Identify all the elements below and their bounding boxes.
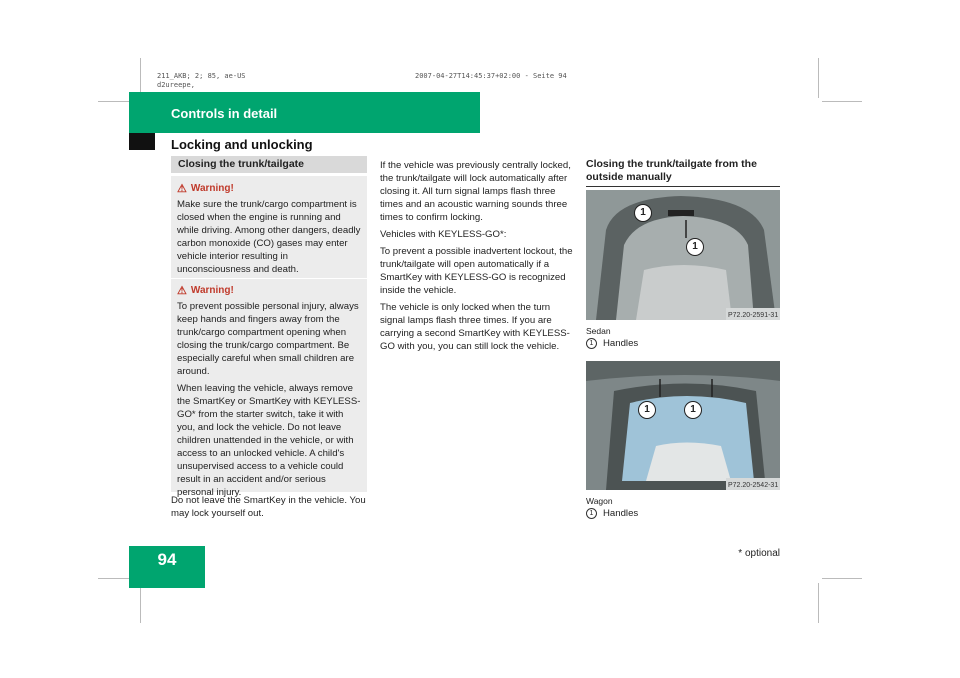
crop-mark (140, 583, 141, 623)
print-meta-center: 2007-04-27T14:45:37+02:00 - Seite 94 (415, 72, 567, 80)
warning-heading (177, 284, 361, 297)
figure-caption: Wagon (586, 496, 613, 506)
section-title: Controls in detail (171, 106, 278, 121)
legend-item (586, 338, 638, 349)
right-heading: Closing the trunk/tailgate from the outside manually (586, 158, 780, 187)
callout-1: 1 (638, 401, 656, 419)
warning-title: Warning! (190, 183, 234, 194)
figure-code: P72.20-2542-31 (728, 482, 779, 489)
paragraph: The vehicle is only locked when the turn signal lamps flash three times. If you are carrying a second SmartKey with KEYLESS-GO with you, you can still lock the vehicle. (380, 302, 570, 352)
paragraph: Do not leave the SmartKey in the vehicle. You may lock yourself out. (171, 495, 366, 519)
crop-mark (822, 578, 862, 579)
warning-text: When leaving the vehicle, always remove the SmartKey or SmartKey with KEYLESS-GO* from the starter switch, take it with you, and lock the vehicle. Do not leave children unattended in the vehicle, or with access to an unlocked vehicle. A child's unsupervised access to a vehicle could result in an accident and/or serious personal injury. (177, 383, 361, 498)
figure-code: P72.20-2591-31 (728, 312, 779, 319)
page-number-box (129, 546, 205, 588)
box-title: Closing the trunk/tailgate (178, 158, 305, 170)
warning-icon: ⚠ (177, 183, 187, 195)
warning-text: To prevent possible personal injury, always keep hands and fingers away from the trunk/cargo compartment opening when closing the trunk/cargo compartment. Be especially careful when small children are around. (177, 301, 359, 377)
page-number: 94 (157, 550, 177, 569)
middle-column (380, 159, 576, 357)
warning-box-1 (171, 176, 367, 278)
warning-text: Make sure the trunk/cargo compartment is closed when the engine is running and while driving. Among other dangers, deadly carbon monoxide (CO) gases may enter vehicle interior resulting in unconsciousness and death. (177, 199, 361, 275)
warning-icon: ⚠ (177, 285, 187, 297)
legend-item (586, 508, 638, 519)
warning-title: Warning! (190, 285, 234, 296)
header-marker (129, 133, 155, 150)
crop-mark (818, 583, 819, 623)
legend-label: Handles (603, 338, 639, 349)
left-closing-text (171, 494, 371, 524)
wagon-tailgate-photo (586, 361, 780, 490)
print-meta-line: d2ureepe, (157, 81, 195, 89)
callout-1: 1 (634, 204, 652, 222)
print-meta-line: 211_AKB; 2; 85, ae-US (157, 72, 246, 80)
box-title-bar (171, 156, 367, 173)
paragraph: Vehicles with KEYLESS-GO*: (380, 229, 507, 240)
print-meta-left (157, 72, 246, 90)
legend-label: Handles (603, 508, 639, 519)
warning-box-2 (171, 279, 367, 498)
optional-note: * optional (738, 548, 780, 559)
figure-caption: Sedan (586, 326, 611, 336)
callout-number: 1 (586, 338, 597, 349)
paragraph: To prevent a possible inadvertent lockout, the trunk/tailgate will open automatically if a SmartKey with KEYLESS-GO is recognized inside the vehicle. (380, 246, 573, 296)
callout-number: 1 (586, 508, 597, 519)
warning-heading (177, 182, 361, 195)
sedan-trunk-illustration (586, 190, 780, 320)
wagon-tailgate-illustration (586, 361, 780, 490)
paragraph: If the vehicle was previously centrally locked, the trunk/tailgate will lock automatically after closing it. All turn signal lamps flash three times and an acoustic warning sounds three times to confirm locking. (380, 160, 571, 223)
callout-1: 1 (686, 238, 704, 256)
sedan-trunk-photo (586, 190, 780, 320)
subsection-title: Locking and unlocking (171, 137, 313, 152)
crop-mark (822, 101, 862, 102)
callout-1: 1 (684, 401, 702, 419)
crop-mark (818, 58, 819, 98)
